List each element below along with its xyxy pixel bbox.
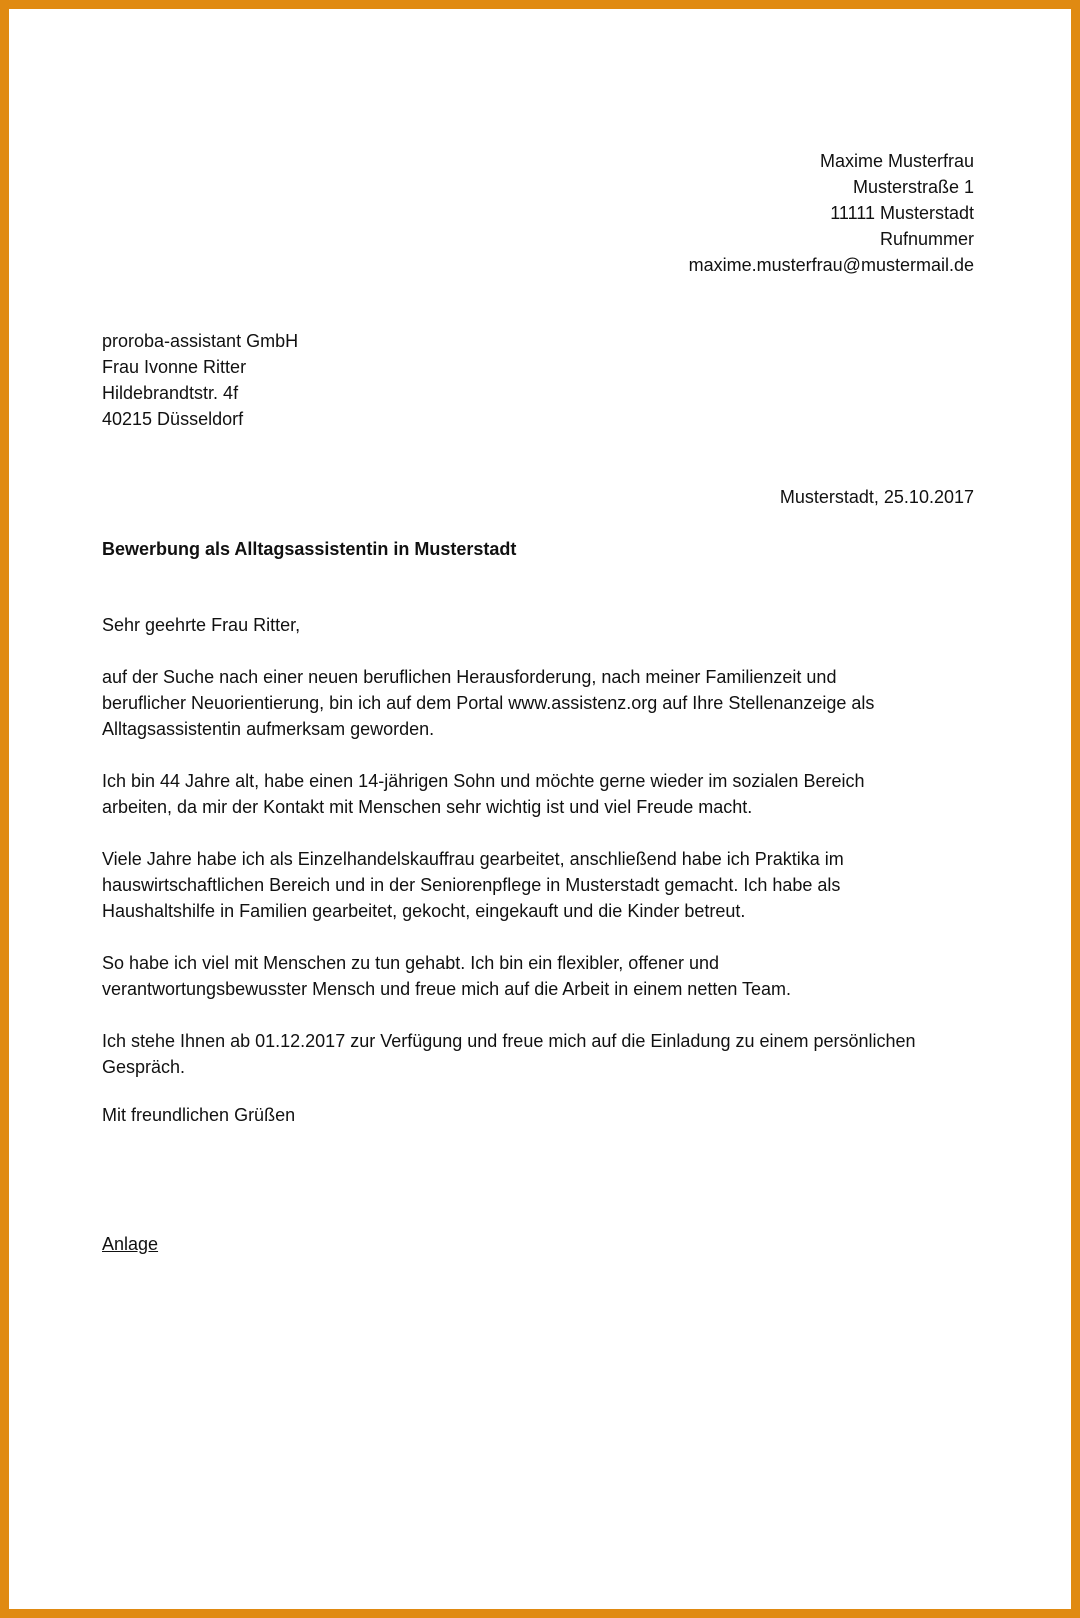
- body-paragraph: Ich bin 44 Jahre alt, habe einen 14-jährigen Sohn und möchte gerne wieder im sozialen Bereich arbeiten, da mir der Kontakt mit Menschen sehr wichtig ist und viel Freude macht.: [102, 771, 865, 817]
- body-paragraph: Ich stehe Ihnen ab 01.12.2017 zur Verfügung und freue mich auf die Einladung zu einem persönlichen Gespräch.: [102, 1031, 916, 1077]
- sender-address: [689, 148, 974, 278]
- closing-line: Mit freundlichen Grüßen: [102, 1105, 296, 1125]
- sender-phone: Rufnummer: [879, 229, 974, 249]
- recipient-city: 40215 Düsseldorf: [102, 409, 244, 429]
- subject-line: Bewerbung als Alltagsassistentin in Musterstadt: [102, 539, 517, 559]
- body-paragraph: So habe ich viel mit Menschen zu tun gehabt. Ich bin ein flexibler, offener und verantwortungsbewusster Mensch und freue mich auf die Arbeit in einem netten Team.: [102, 953, 792, 999]
- attachment-label: Anlage: [102, 1234, 159, 1254]
- sender-street: Musterstraße 1: [852, 177, 974, 197]
- date-line: Musterstadt, 25.10.2017: [779, 487, 974, 507]
- sender-email: maxime.musterfrau@mustermail.de: [688, 255, 974, 275]
- recipient-address: [102, 328, 298, 432]
- sender-name: Maxime Musterfrau: [819, 151, 974, 171]
- letter-body: [102, 612, 982, 1106]
- body-paragraph: auf der Suche nach einer neuen beruflichen Herausforderung, nach meiner Familienzeit und beruflicher Neuorientierung, bin ich auf dem Portal www.assistenz.org auf Ihre Stellenanzeige als Alltagsassistentin aufmerksam geworden.: [102, 667, 875, 739]
- recipient-street: Hildebrandtstr. 4f: [102, 383, 239, 403]
- body-paragraph: Viele Jahre habe ich als Einzelhandelskauffrau gearbeitet, anschließend habe ich Praktika im hauswirtschaftlichen Bereich und in der Seniorenpflege in Musterstadt gemacht. Ich habe als Haushaltshilfe in Familien gearbeitet, gekocht, eingekauft und die Kinder betreut.: [102, 849, 844, 921]
- salutation: Sehr geehrte Frau Ritter,: [102, 615, 301, 635]
- recipient-contact: Frau Ivonne Ritter: [102, 357, 247, 377]
- recipient-company: proroba-assistant GmbH: [102, 331, 299, 351]
- sender-city: 11111 Musterstadt: [830, 203, 974, 223]
